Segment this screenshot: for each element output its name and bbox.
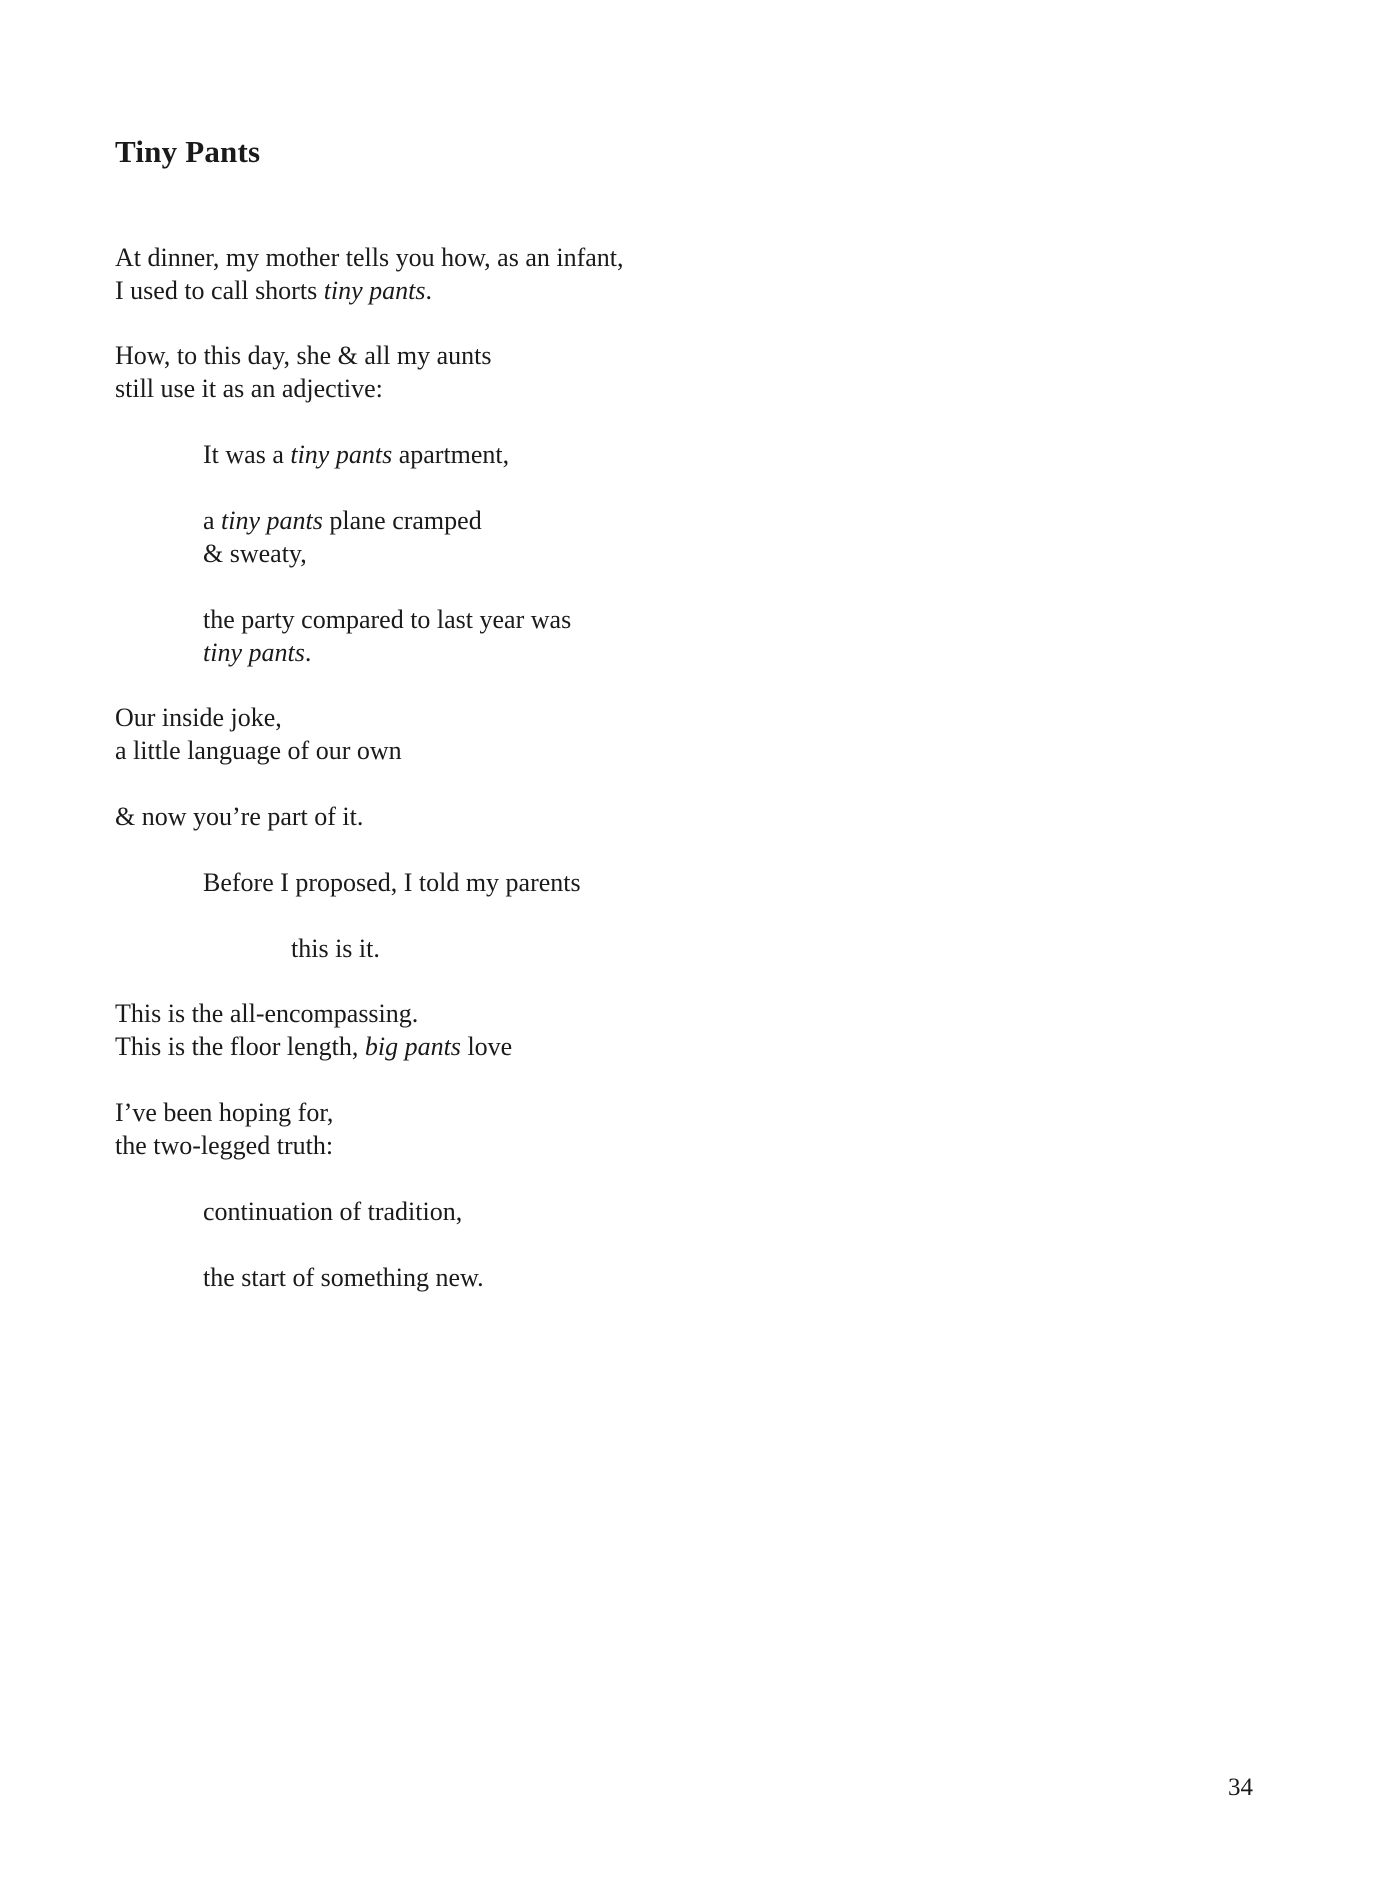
poem-line: & sweaty, [203,539,307,568]
poem-line: & now you’re part of it. [115,802,364,831]
poem-line: At dinner, my mother tells you how, as an infant, [115,243,624,272]
poem-title: Tiny Pants [115,134,261,169]
poem-line: a tiny pants plane cramped [203,506,482,535]
poem-line: This is the all-encompassing. [115,999,419,1028]
poem-line: I’ve been hoping for, [115,1098,334,1127]
poem-line: How, to this day, she & all my aunts [115,341,492,370]
poem-line: Our inside joke, [115,703,282,732]
poem-line: still use it as an adjective: [115,374,383,403]
poem-line: the start of something new. [203,1263,484,1292]
poem-line: I used to call shorts tiny pants. [115,276,433,305]
poem-line: the two-legged truth: [115,1131,334,1160]
poem-line: It was a tiny pants apartment, [203,440,510,469]
poem-line: a little language of our own [115,736,402,765]
poem-line: this is it. [291,934,380,963]
poem-line: Before I proposed, I told my parents [203,868,581,897]
poem-line: the party compared to last year was [203,605,572,634]
poem-line: tiny pants. [203,638,312,667]
page-number: 34 [1228,1774,1253,1801]
poem-line: This is the floor length, big pants love [115,1032,513,1061]
poem-line: continuation of tradition, [203,1197,463,1226]
